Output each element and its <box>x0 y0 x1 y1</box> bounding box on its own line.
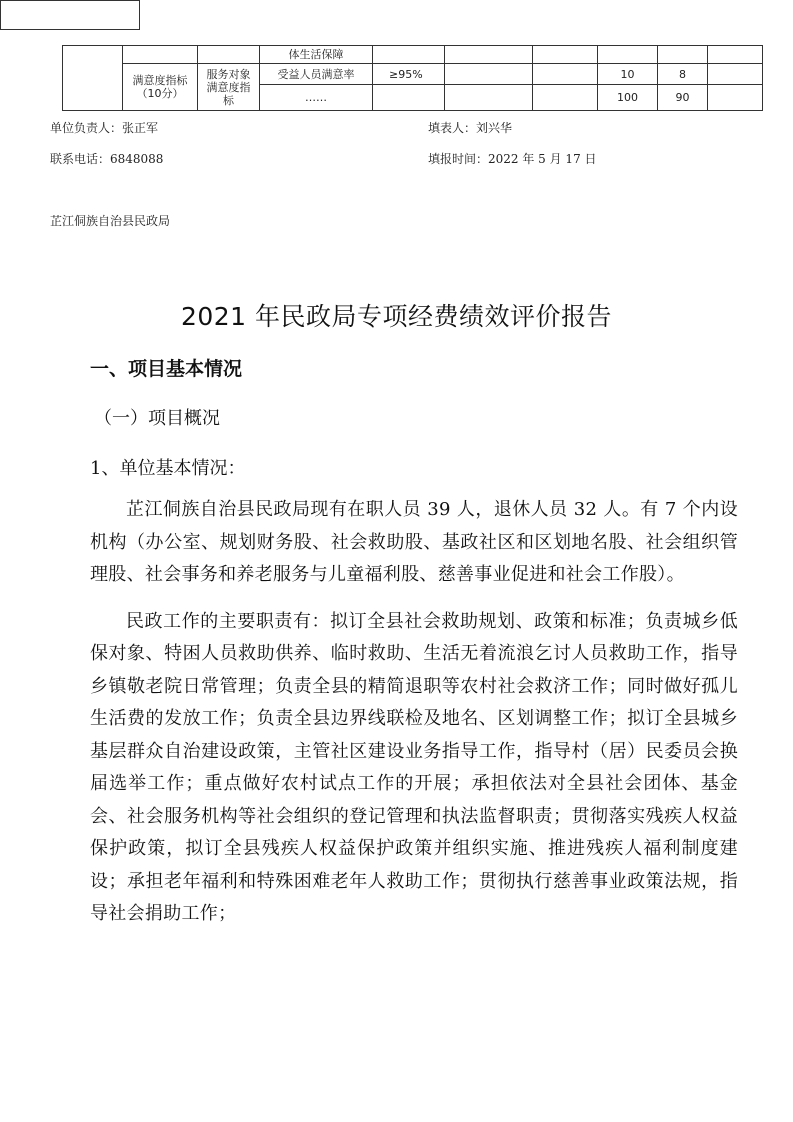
form-filler: 填表人：刘兴华 <box>428 121 513 135</box>
body-text <box>90 494 738 945</box>
table-cell-blank <box>533 85 598 111</box>
report-title: 2021 年民政局专项经费绩效评价报告 <box>180 302 613 331</box>
fill-date: 填报时间：2022 年 5 月 17 日 <box>428 152 597 166</box>
table-cell-blank <box>198 46 260 64</box>
table-cell-blank <box>445 64 533 85</box>
table-cell-blank <box>63 46 123 111</box>
table-cell-blank <box>373 85 445 111</box>
table-cell-score: 8 <box>658 64 708 85</box>
table-cell-subcategory: 服务对象满意度指标 <box>198 64 260 111</box>
subsection-subheading: 1、单位基本情况： <box>90 458 246 479</box>
performance-table <box>62 45 763 111</box>
table-cell-blank <box>445 46 533 64</box>
table-row <box>63 64 763 85</box>
table-cell-category: 满意度指标（10分） <box>123 64 198 111</box>
contact-phone: 联系电话：6848088 <box>50 152 164 166</box>
paragraph: 民政工作的主要职责有：拟订全县社会救助规划、政策和标准；负责城乡低保对象、特困人员救助供养、临时救助、生活无着流浪乞讨人员救助工作，指导乡镇敬老院日常管理；负责全县的精简退职等农村社会救济工作；同时做好孤儿生活费的发放工作；负责全县边界线联检及地名、区划调整工作；拟订全县城乡基层群众自治建设政策，主管社区建设业务指导工作，指导村（居）民委员会换届选举工作；重点做好农村试点工作的开展；承担依法对全县社会团体、基金会、社会服务机构等社会组织的登记管理和执法监督职责；贯彻落实残疾人权益保护政策，拟订全县残疾人权益保护政策并组织实施、推进残疾人福利制度建设；承担老年福利和特殊困难老年人救助工作；贯彻执行慈善事业政策法规，指导社会捐助工作； <box>90 610 738 924</box>
table-cell-indicator: …… <box>260 85 373 111</box>
table-cell-target: ≥95% <box>373 64 445 85</box>
section-heading: 一、项目基本情况 <box>90 358 243 380</box>
responsible-person: 单位负责人：张正军 <box>50 121 159 135</box>
subsection-heading: （一）项目概况 <box>94 408 220 429</box>
header-box <box>0 0 140 30</box>
table-cell-blank <box>708 85 763 111</box>
paragraph: 芷江侗族自治县民政局现有在职人员 39 人，退休人员 32 人。有 7 个内设机构（办公室、规划财务股、社会救助股、基政社区和区划地名股、社会组织管理股、社会事务和养老服务与儿童福利股、慈善事业促进和社会工作股）。 <box>90 499 738 585</box>
table-cell-blank <box>708 46 763 64</box>
table-cell-blank <box>658 46 708 64</box>
table-cell-blank <box>445 85 533 111</box>
table-cell-indicator: 受益人员满意率 <box>260 64 373 85</box>
table-cell-blank <box>533 64 598 85</box>
table-cell-blank <box>598 46 658 64</box>
table-cell-weight: 100 <box>598 85 658 111</box>
table-cell-weight: 10 <box>598 64 658 85</box>
table-row <box>63 46 763 64</box>
table-cell-indicator: 体生活保障 <box>260 46 373 64</box>
table-cell-blank <box>373 46 445 64</box>
table-cell-score: 90 <box>658 85 708 111</box>
organization-name: 芷江侗族自治县民政局 <box>50 214 171 228</box>
table-cell-blank <box>123 46 198 64</box>
table-cell-blank <box>708 64 763 85</box>
table-cell-blank <box>533 46 598 64</box>
